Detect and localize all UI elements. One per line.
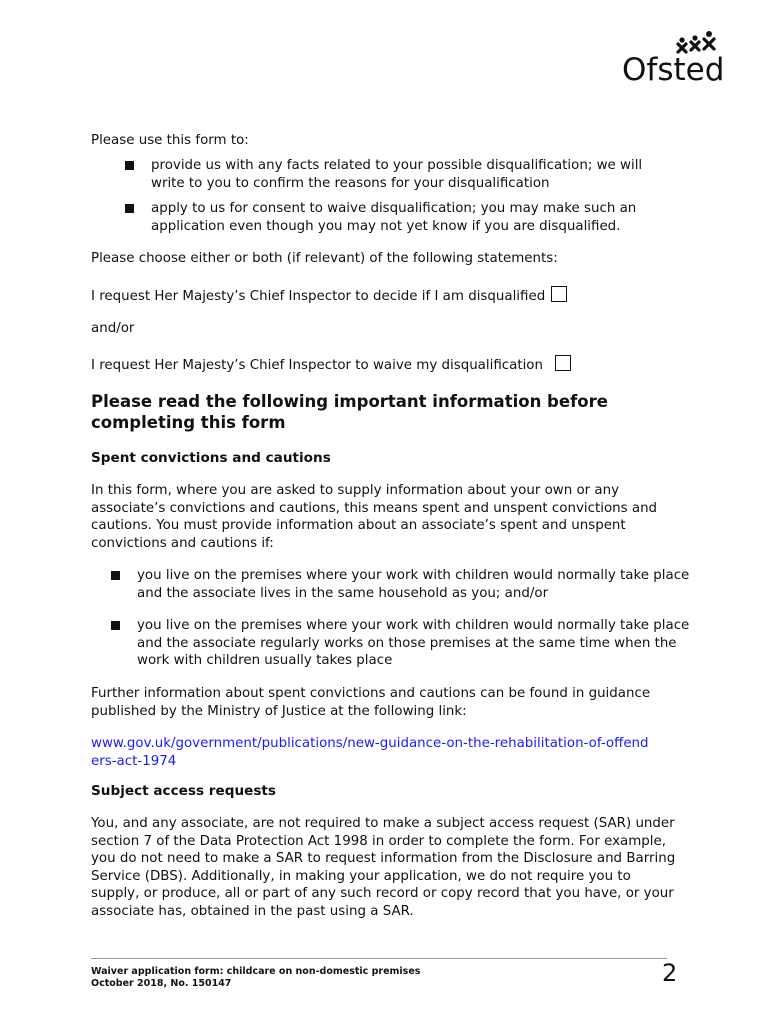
and-or-text: and/or <box>91 321 135 336</box>
footer-title: Waiver application form: childcare on non-domestic premises <box>91 966 421 977</box>
spent-body: In this form, where you are asked to supply information about your own or any associate’s convictions and cautions, this means spent and unspent convictions and cautions. You must provide information about an associate’s spent and unspent convictions and cautions if: <box>91 483 658 551</box>
star-icon <box>704 31 714 49</box>
sar-body: You, and any associate, are not required to make a subject access request (SAR) under section 7 of the Data Protection Act 1998 in order to complete the form. For example, you do not need to make a SAR to request information from the Disclosure and Barring Service (DBS). Additionally, in making your application, we do not require you to supply, or produce, all or part of any such record or copy record that you have, or your associate has, obtained in the past using a SAR. <box>91 816 676 919</box>
statement-waive: I request Her Majesty’s Chief Inspector to waive my disqualification <box>91 355 681 375</box>
purpose-bullet: provide us with any facts related to your possible disqualification; we will write to you to confirm the reasons for your disqualification <box>125 157 671 192</box>
ofsted-logo <box>620 28 732 84</box>
spent-bullet: you live on the premises where your work with children would normally take place and the associate lives in the same household as you; and/or <box>111 567 697 602</box>
bullet-square-icon <box>111 571 120 580</box>
spent-heading: Spent convictions and cautions <box>91 450 331 466</box>
bullet-square-icon <box>125 204 134 213</box>
footer-rule <box>91 958 667 959</box>
decide-checkbox[interactable] <box>551 286 567 302</box>
page-number: 2 <box>662 959 678 987</box>
star-icon <box>678 37 686 52</box>
star-icon <box>691 35 699 50</box>
intro-text: Please use this form to: <box>91 133 249 148</box>
waive-checkbox[interactable] <box>555 355 571 371</box>
sar-heading: Subject access requests <box>91 783 277 799</box>
statement-decide: I request Her Majesty’s Chief Inspector to decide if I am disqualified <box>91 286 681 306</box>
spent-bullet: you live on the premises where your work with children would normally take place and the associate regularly works on those premises at the same time when the work with children usually takes place <box>111 617 697 670</box>
footer-date-ref: October 2018, No. 150147 <box>91 978 232 989</box>
bullet-square-icon <box>111 621 120 630</box>
choose-text: Please choose either or both (if relevant) of the following statements: <box>91 251 558 266</box>
spent-further: Further information about spent convictions and cautions can be found in guidance published by the Ministry of Justice at the following link: <box>91 686 651 719</box>
purpose-bullet: apply to us for consent to waive disqualification; you may make such an application even though you may not yet know if you are disqualified. <box>125 200 671 235</box>
bullet-square-icon <box>125 161 134 170</box>
footer-text <box>91 966 420 990</box>
important-heading: Please read the following important information before completing this form <box>91 392 608 432</box>
logo-wordmark: Ofsted <box>622 52 725 84</box>
moj-guidance-link[interactable]: www.gov.uk/government/publications/new-guidance-on-the-rehabilitation-of-offenders-act-1974 <box>91 736 649 769</box>
